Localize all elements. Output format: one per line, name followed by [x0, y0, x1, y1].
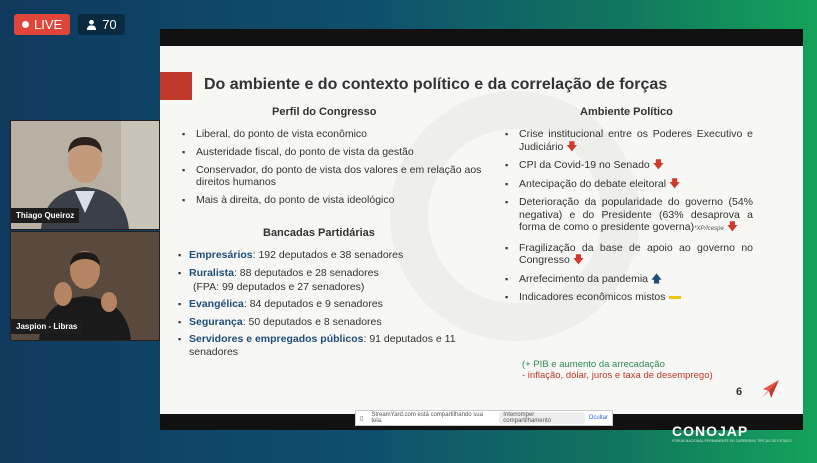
list-item: ▪ Arrefecimento da pandemia 🡅	[505, 273, 753, 286]
list-item: ▪ Crise institucional entre os Poderes Executivo e Judiciário 🡇	[505, 128, 753, 153]
arrow-down-icon: 🡇	[726, 221, 739, 233]
perfil-heading: Perfil do Congresso	[272, 106, 377, 118]
list-item: ▪ Servidores e empregados públicos: 91 deputados e 11 senadores	[178, 333, 488, 358]
arrow-down-icon: 🡇	[572, 254, 585, 266]
list-item: ▪ Conservador, do ponto de vista dos valores e em relação aos direitos humanos	[182, 164, 482, 188]
person-icon	[86, 19, 97, 30]
share-message: StreamYard.com está compartilhando sua tela.	[371, 412, 483, 424]
camera-name-label: Jaspion - Libras	[11, 319, 82, 334]
stop-sharing-button[interactable]: Interromper compartilhamento	[499, 412, 584, 424]
arrow-down-icon: 🡇	[669, 177, 681, 190]
ambiente-list	[505, 128, 753, 310]
brand-subtitle: FÓRUM NACIONAL PERMANENTE DE CARREIRAS TÍPICAS DE ESTADO	[672, 439, 792, 443]
camera-thiago	[10, 120, 160, 230]
fpa-note: (FPA: 99 deputados e 27 senadores)	[193, 281, 365, 293]
list-item: ▪ Ruralista: 88 deputados e 28 senadores	[178, 267, 488, 280]
list-item: ▪ Antecipação do debate eleitoral 🡇	[505, 178, 753, 191]
hide-button[interactable]: Ocultar	[588, 415, 608, 421]
bancadas-list	[178, 249, 488, 363]
screen-share	[160, 29, 803, 430]
economic-footnote	[522, 359, 713, 381]
camera-name-label: Thiago Queiroz	[11, 208, 79, 223]
viewer-count-badge	[78, 14, 124, 35]
live-label: LIVE	[34, 17, 63, 32]
share-icon: ▯	[360, 415, 364, 422]
list-item: ▪ Empresários: 192 deputados e 38 senadores	[178, 249, 488, 262]
live-badge	[14, 14, 70, 35]
arrow-down-icon: 🡇	[566, 140, 578, 153]
ambiente-heading: Ambiente Político	[580, 106, 673, 118]
bancadas-heading: Bancadas Partidárias	[263, 227, 375, 239]
page-number: 6	[736, 386, 743, 398]
list-item: ▪ Austeridade fiscal, do ponto de vista da gestão	[182, 146, 482, 158]
brand-logo	[672, 423, 812, 443]
footnote-plus: (+ PIB e aumento da arrecadação	[522, 359, 665, 370]
arrow-up-icon: 🡅	[650, 272, 663, 285]
arrow-down-icon: 🡇	[652, 159, 664, 171]
title-accent-bar	[160, 72, 192, 100]
paper-plane-logo-icon	[759, 378, 781, 400]
footnote-minus: - inflação, dólar, juros e taxa de desemprego)	[522, 370, 713, 381]
list-item: ▪ Deterioração da popularidade do governo (54% negativa) e do Presidente (63% desaprova a forma de como o presidente governa)*XP/Icespe 🡇	[505, 196, 753, 236]
screen-share-bar	[355, 410, 613, 426]
list-item: ▪ Evangélica: 84 deputados e 9 senadores	[178, 298, 488, 311]
list-item: ▪ Segurança: 50 deputados e 8 senadores	[178, 316, 488, 329]
source-note: *XP/Icespe	[694, 226, 724, 232]
perfil-list	[182, 128, 482, 212]
list-item: ▪ Mais à direita, do ponto de vista ideológico	[182, 194, 482, 206]
list-item: ▪ Liberal, do ponto de vista econômico	[182, 128, 482, 140]
slide-title: Do ambiente e do contexto político e da correlação de forças	[204, 76, 668, 93]
list-item: ▪ Indicadores econômicos mistos	[505, 291, 753, 304]
neutral-dash-icon	[669, 296, 681, 299]
camera-libras	[10, 231, 160, 341]
list-item: ▪ CPI da Covid-19 no Senado 🡇	[505, 159, 753, 172]
viewer-count: 70	[102, 17, 117, 32]
brand-name: CONOJAP	[672, 423, 749, 439]
presentation-slide	[160, 46, 803, 414]
list-item: ▪ Fragilização da base de apoio ao governo no Congresso 🡇	[505, 242, 753, 267]
live-dot-icon	[22, 21, 29, 28]
stream-topbar	[14, 14, 125, 35]
